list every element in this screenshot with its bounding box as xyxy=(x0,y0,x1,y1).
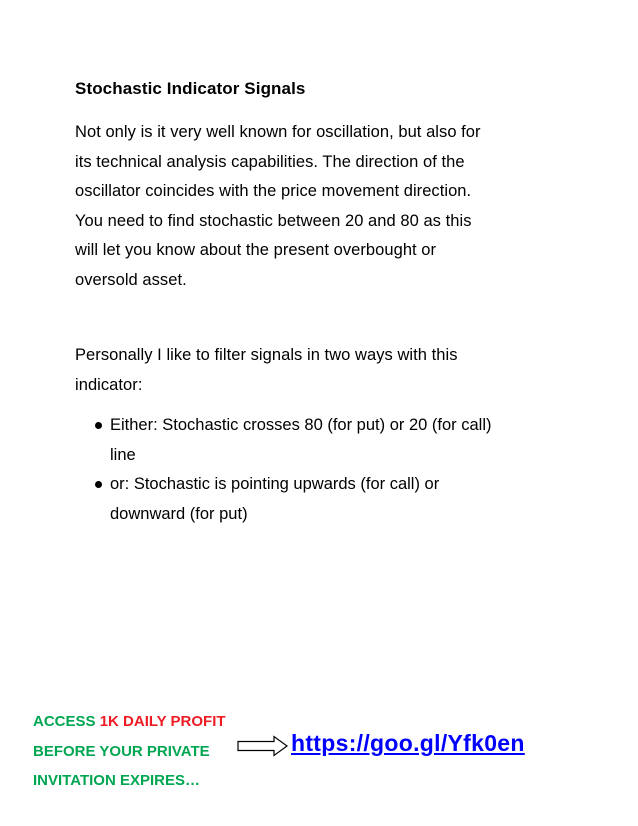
paragraph-line: Personally I like to filter signals in two ways with this xyxy=(75,346,458,364)
bullet-item-crosses xyxy=(75,411,565,470)
promo-text xyxy=(33,707,226,796)
bullet-dot-icon xyxy=(95,422,102,429)
paragraph-line: Not only is it very well known for oscillation, but also for xyxy=(75,123,481,141)
paragraph-line: You need to find stochastic between 20 and 80 as this xyxy=(75,211,472,230)
section-heading: Stochastic Indicator Signals xyxy=(75,79,306,98)
bullet-line: line xyxy=(110,445,136,464)
bullet-line: or: Stochastic is pointing upwards (for call) or xyxy=(110,475,440,493)
right-arrow-icon xyxy=(237,735,289,757)
paragraph-line: oversold asset. xyxy=(75,270,187,289)
promo-highlight-text: 1K DAILY PROFIT xyxy=(99,713,226,730)
paragraph-line: indicator: xyxy=(75,375,143,394)
invitation-link[interactable]: https://goo.gl/Yfk0en xyxy=(291,730,525,756)
paragraph-line: oscillator coincides with the price movement direction. xyxy=(75,182,472,200)
promo-line-1 xyxy=(33,707,226,737)
paragraph-line: its technical analysis capabilities. The direction of the xyxy=(75,152,465,171)
bullet-line: Either: Stochastic crosses 80 (for put) or 20 (for call) xyxy=(110,416,492,434)
paragraph-stochastic-description xyxy=(75,118,555,295)
paragraph-line: will let you know about the present overbought or xyxy=(75,241,437,259)
bullet-dot-icon xyxy=(95,481,102,488)
promo-access-text: ACCESS xyxy=(33,713,100,730)
paragraph-filter-intro xyxy=(75,341,555,400)
signal-bullet-list xyxy=(75,411,565,529)
promo-line-3: INVITATION EXPIRES… xyxy=(33,772,200,789)
bullet-line: downward (for put) xyxy=(110,504,248,523)
promo-line-2: BEFORE YOUR PRIVATE xyxy=(33,742,210,760)
bullet-item-pointing xyxy=(75,470,565,529)
